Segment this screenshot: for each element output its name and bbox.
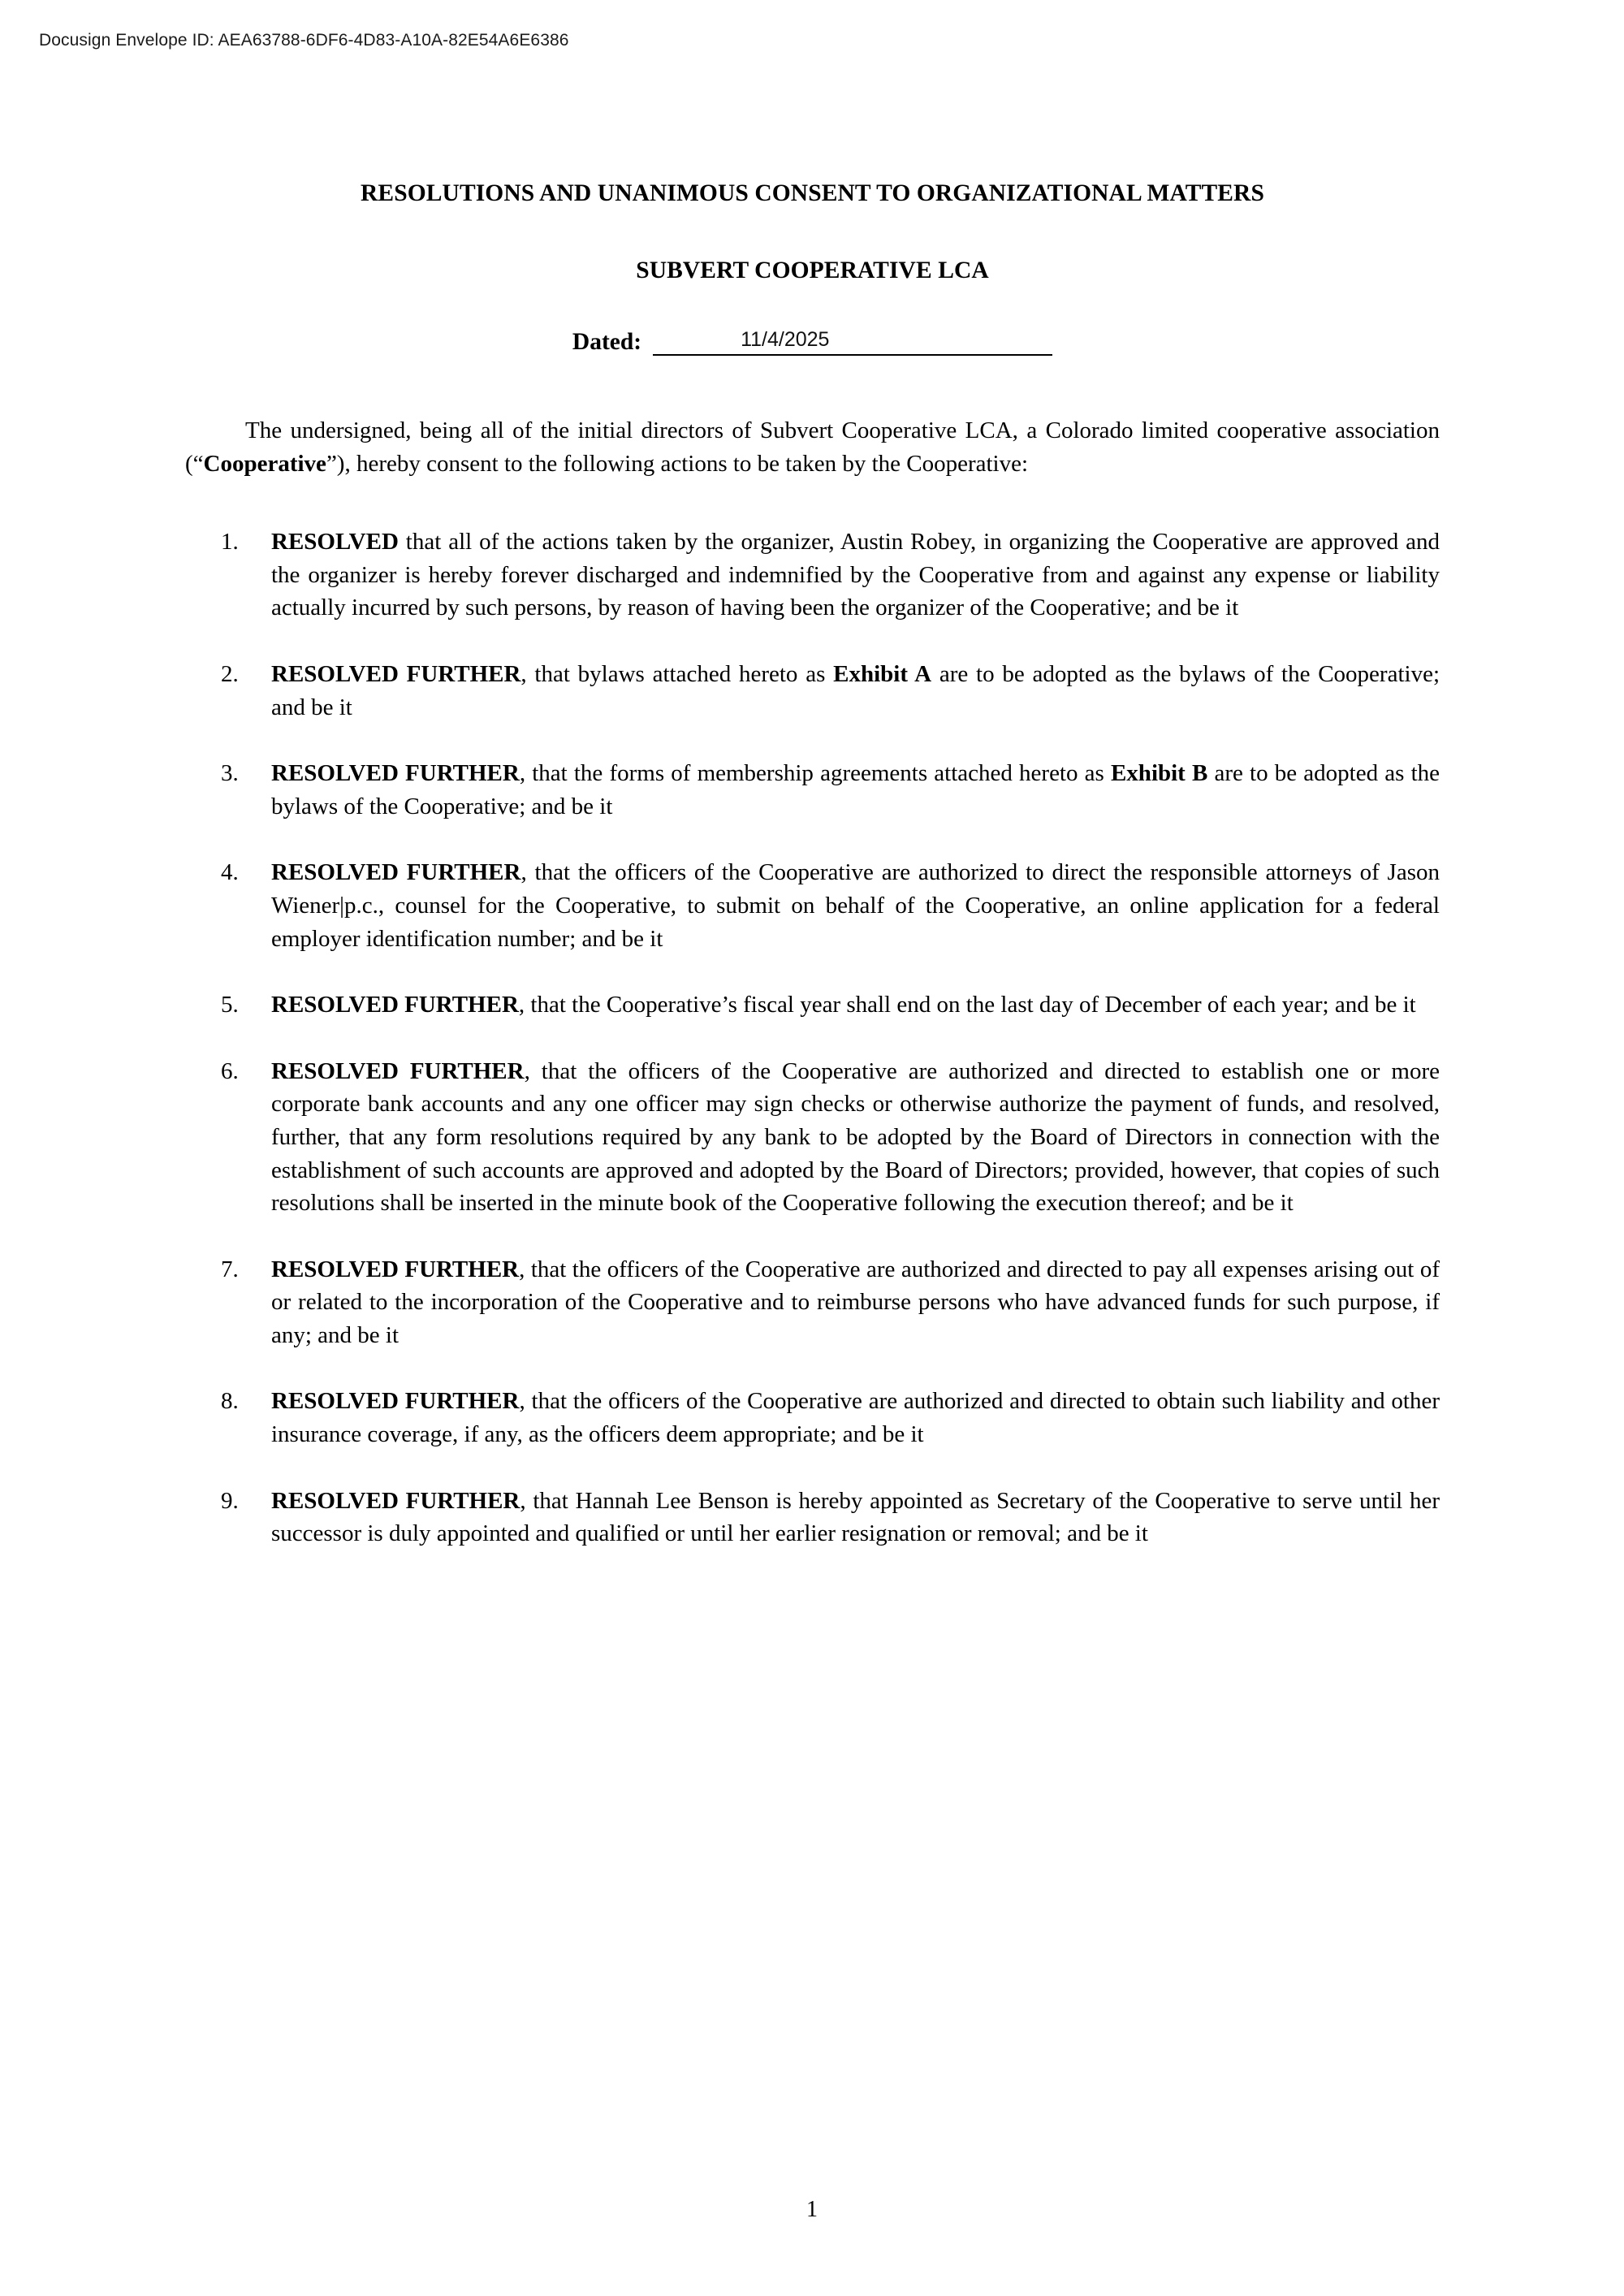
list-item [185,1253,1440,1352]
dated-field [653,323,1052,356]
list-item-lead: RESOLVED FURTHER [271,992,519,1018]
list-item-number: 9. [221,1487,239,1514]
page-number: 1 [806,2197,818,2222]
intro-text-part1: The undersigned, being all of the initial directors of Subvert Cooperative LCA, a Colorado limited cooperative association (“ [185,417,1440,477]
document-body [185,180,1440,1584]
list-item-lead: RESOLVED [271,529,399,556]
list-item-text: , that the officers of the Cooperative are authorized to direct the responsible attorneys of Jason Wiener|p.c., counsel for the Cooperative, to submit on behalf of the Cooperative, an online application for a federal employer identification number; and be it [271,859,1440,952]
resolutions-list [185,525,1440,1550]
list-item-lead: RESOLVED FURTHER [271,1388,520,1415]
dated-value: 11/4/2025 [741,328,830,351]
intro-paragraph [185,414,1440,480]
list-item-number: 7. [221,1256,239,1282]
list-item-lead: RESOLVED FURTHER [271,1487,520,1514]
list-item-number: 4. [221,859,239,886]
list-item-text-after: are to be adopted as the bylaws of the Cooperative; and be it [271,660,1440,720]
list-item-text: , that Hannah Lee Benson is hereby appointed as Secretary of the Cooperative to serve until her successor is duly appointed and qualified or until her earlier resignation or removal; and be it [271,1487,1440,1547]
list-item-text: , that the forms of membership agreements attached hereto as [519,760,1111,787]
intro-defined-term: Cooperative [203,450,326,477]
list-item-exhibit: Exhibit A [833,660,932,687]
list-item-text: , that the officers of the Cooperative are authorized and directed to obtain such liability and other insurance coverage, if any, as the officers deem appropriate; and be it [271,1388,1440,1448]
list-item-lead: RESOLVED FURTHER [271,760,520,787]
list-item-number: 3. [221,760,239,787]
list-item-text: , that the Cooperative’s fiscal year shall end on the last day of December of each year; and be it [518,992,1416,1018]
list-item-text: , that the officers of the Cooperative are authorized and directed to establish one or more corporate bank accounts and any one officer may sign checks or otherwise authorize the payment of funds, and resolved, further, that any form resolutions required by any bank to be adopted by the Board of Directors in connection with the establishment of such accounts are approved and adopted by the Board of Directors; provided, however, that copies of such resolutions shall be inserted in the minute book of the Cooperative following the execution thereof; and be it [271,1057,1440,1217]
list-item-number: 6. [221,1057,239,1084]
list-item [185,856,1440,955]
list-item-lead: RESOLVED FURTHER [271,1057,525,1084]
list-item-number: 2. [221,660,239,687]
list-item-text: that all of the actions taken by the organizer, Austin Robey, in organizing the Cooperative are approved and the organizer is hereby forever discharged and indemnified by the Cooperative from and against any expense or liability actually incurred by such persons, by reason of having been the organizer of the Cooperative; and be it [271,529,1440,621]
list-item [185,658,1440,724]
list-item [185,988,1440,1022]
intro-text-part2: ”), hereby consent to the following actions to be taken by the Cooperative: [326,450,1029,477]
list-item-number: 1. [221,529,239,556]
list-item-text: , that the officers of the Cooperative are authorized and directed to pay all expenses arising out of or related to the incorporation of the Cooperative and to reimburse persons who have advanced funds for such purpose, if any; and be it [271,1256,1440,1348]
dated-label: Dated: [572,328,642,355]
page-title: RESOLUTIONS AND UNANIMOUS CONSENT TO ORGANIZATIONAL MATTERS [361,180,1264,206]
list-item [185,525,1440,625]
list-item-lead: RESOLVED FURTHER [271,660,521,687]
list-item [185,1485,1440,1550]
entity-name: SUBVERT COOPERATIVE LCA [636,257,989,283]
list-item-lead: RESOLVED FURTHER [271,1256,520,1282]
docusign-envelope-id: Docusign Envelope ID: AEA63788-6DF6-4D83-A10A-82E54A6E6386 [39,31,569,50]
list-item-number: 8. [221,1388,239,1415]
list-item [185,1385,1440,1451]
list-item-text: , that bylaws attached hereto as [520,660,834,687]
list-item-text-after: are to be adopted as the bylaws of the Cooperative; and be it [271,760,1440,819]
list-item-exhibit: Exhibit B [1110,760,1208,787]
list-item [185,1055,1440,1220]
list-item [185,757,1440,823]
list-item-lead: RESOLVED FURTHER [271,859,521,886]
list-item-number: 5. [221,992,239,1018]
dated-row [185,323,1440,356]
